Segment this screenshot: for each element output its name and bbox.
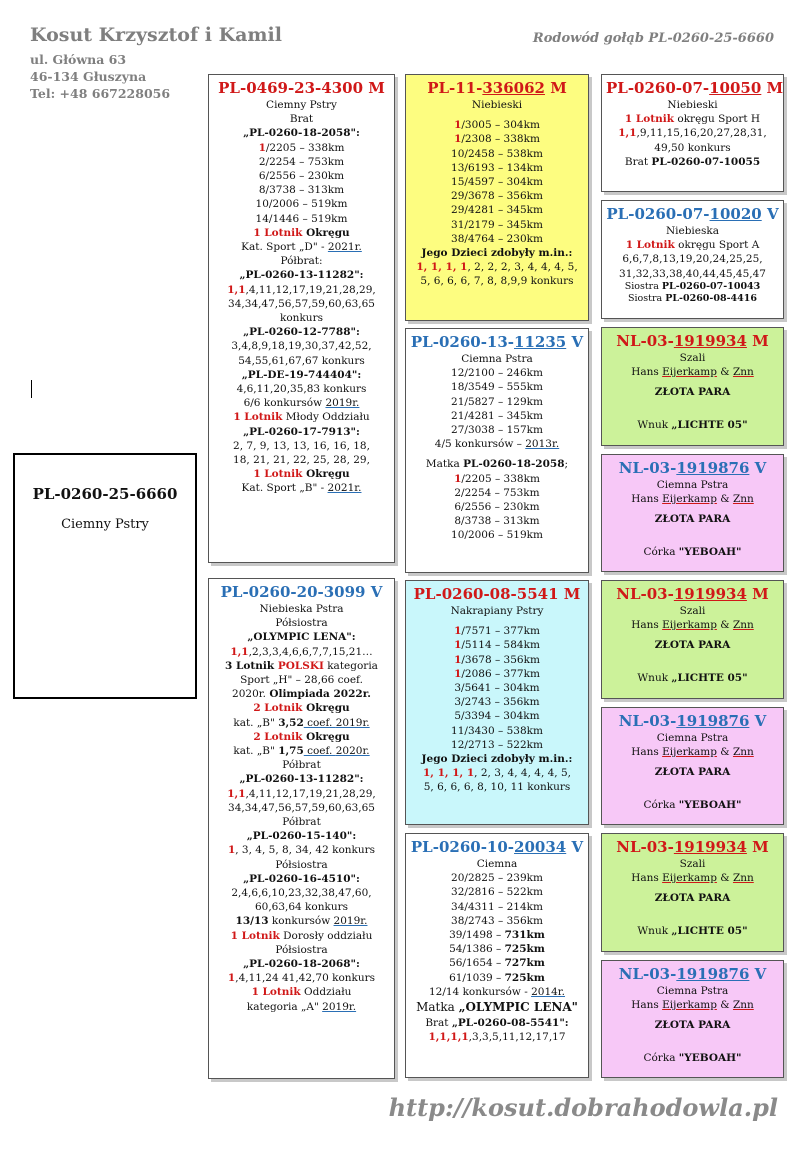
mother-line: „PL-0260-13-11282": <box>239 773 364 786</box>
fm-line: 2/2254 – 753km <box>454 486 540 499</box>
father-line: „PL-0260-12-7788": <box>243 326 360 339</box>
mf-line: 1, 1, 1, 1, 2, 3, 4, 4, 4, 4, 5, <box>423 767 571 780</box>
mother-line: 60,63,64 konkurs <box>254 901 349 914</box>
pair-note: Wnuk „LICHTE 05" <box>637 671 748 684</box>
fff-line: Brat PL-0260-07-10055 <box>624 155 761 168</box>
mother-color: Niebieska Pstra <box>259 603 344 615</box>
pair-color: Szali <box>679 605 706 617</box>
mf-line: 3/2743 – 356km <box>454 696 540 709</box>
fff-box <box>601 74 784 192</box>
pair-note: Córka "YEBOAH" <box>643 798 742 811</box>
paternal-grandmother-box <box>405 328 589 573</box>
ffm-line: Siostra PL-0260-07-10043 <box>624 280 761 292</box>
pair-cock-ring: NL-03-1919934 M <box>616 332 769 350</box>
mm-line: 61/1039 – 725km <box>449 971 545 984</box>
ff-line: 15/4597 – 304km <box>451 176 543 189</box>
fff-line: 49,50 konkurs <box>654 141 731 154</box>
father-line: 1/2205 – 338km <box>258 141 345 154</box>
father-line: 14/1446 – 519km <box>255 212 348 225</box>
mother-line: „PL-0260-15-140": <box>246 830 357 843</box>
mother-line: 1, 3, 4, 5, 8, 34, 42 konkurs <box>227 844 376 857</box>
mf-ring: PL-0260-08-5541 M <box>413 585 581 603</box>
pair-label: ZŁOTA PARA <box>654 892 731 905</box>
maternal-grandmother-box <box>405 833 589 1078</box>
pair-color: Ciemna Pstra <box>656 985 729 997</box>
mm-line: 34/4311 – 214km <box>451 900 543 913</box>
pair-breeder: Hans Eijerkamp & Znn <box>631 999 754 1012</box>
ffm-line: 1 Lotnik okręgu Sport A <box>625 239 760 252</box>
ff-line: 1/2308 – 338km <box>454 133 540 146</box>
father-line: Brat <box>289 113 314 126</box>
father-line: „PL-0260-13-11282": <box>239 269 364 282</box>
mf-line: 1/7571 – 377km <box>454 625 540 638</box>
mother-line: 1,1,2,3,3,4,6,6,7,7,15,21… <box>230 645 373 658</box>
ff-line: 1, 1, 1, 1, 2, 2, 2, 3, 4, 4, 4, 5, <box>416 261 578 274</box>
mother-line: 2020r. Olimpiada 2022r. <box>232 688 371 701</box>
pair-cock-ring: NL-03-1919934 M <box>616 585 769 603</box>
mother-line: 1 Lotnik Dorosły oddziału <box>230 929 373 942</box>
mf-line: 3/5641 – 304km <box>454 682 540 695</box>
mother-line: Półbrat <box>282 759 321 772</box>
mm-color: Ciemna <box>476 858 518 870</box>
pair-label: ZŁOTA PARA <box>654 766 731 779</box>
father-color: Ciemny Pstry <box>266 99 337 111</box>
mother-line: Półsiostra <box>275 858 328 871</box>
ff-line: 38/4764 – 230km <box>451 232 543 245</box>
mf-line: 1/2086 – 377km <box>454 667 540 680</box>
fm-line: 12/2100 – 246km <box>451 367 543 380</box>
mf-color: Nakrapiany Pstry <box>450 605 544 617</box>
ff-color: Niebieski <box>471 99 523 111</box>
pair-hen-ring: NL-03-1919876 V <box>618 965 767 983</box>
fm-color: Ciemna Pstra <box>461 353 533 365</box>
mother-line: kat. „B" 1,75 coef. 2020r. <box>233 745 370 758</box>
mf-line: 1/3678 – 356km <box>454 653 540 666</box>
mf-line: 11/3430 – 538km <box>451 724 543 737</box>
mother-line: „OLYMPIC LENA": <box>247 631 356 644</box>
ff-line: 29/3678 – 356km <box>451 190 543 203</box>
mm-line: 32/2816 – 522km <box>451 886 543 899</box>
father-line: 4,6,11,20,35,83 konkurs <box>236 383 367 396</box>
father-line: Kat. Sport „D" - 2021r. <box>241 241 362 254</box>
golden-pair-hen-box <box>601 454 784 572</box>
fm-line: Matka PL-0260-18-2058; <box>425 458 569 471</box>
father-line: 3,4,8,9,18,19,30,37,42,52, <box>231 340 372 353</box>
mother-line: 2 Lotnik Okręgu <box>253 702 350 715</box>
fm-line: 1/2205 – 338km <box>454 472 540 485</box>
fm-line: 4/5 konkursów – 2013r. <box>434 438 560 451</box>
mm-line: 54/1386 – 725km <box>449 943 545 956</box>
pair-color: Ciemna Pstra <box>656 732 729 744</box>
pair-label: ZŁOTA PARA <box>654 1019 731 1032</box>
pair-cock-ring: NL-03-1919934 M <box>616 838 769 856</box>
ff-line: 29/4281 – 345km <box>451 204 543 217</box>
father-line: 34,34,47,56,57,59,60,63,65 <box>228 297 375 310</box>
fm-line: 27/3038 – 157km <box>451 424 543 437</box>
pair-hen-ring: NL-03-1919876 V <box>618 459 767 477</box>
golden-pair-cock-box <box>601 580 784 699</box>
mf-line: 5, 6, 6, 6, 8, 10, 11 konkurs <box>423 781 571 794</box>
father-line: Półbrat: <box>280 255 323 268</box>
pair-label: ZŁOTA PARA <box>654 513 731 526</box>
mother-ring: PL-0260-20-3099 V <box>220 583 383 601</box>
pair-color: Szali <box>679 352 706 364</box>
ff-ring: PL-11-336062 M <box>427 79 567 97</box>
subject-ring: PL-0260-25-6660 <box>32 485 178 503</box>
mm-line: 56/1654 – 727km <box>449 957 545 970</box>
mm-line: 20/2825 – 239km <box>451 872 543 885</box>
mm-line: Matka „OLYMPIC LENA" <box>416 1000 578 1015</box>
maternal-grandfather-box <box>405 580 589 825</box>
father-line: 6/6 konkursów 2019r. <box>243 397 360 410</box>
mother-line: 13/13 konkursów 2019r. <box>235 915 368 928</box>
mother-line: „PL-0260-16-4510": <box>243 872 360 885</box>
pedigree-title: Rodowód gołąb PL-0260-25-6660 <box>532 31 774 46</box>
mother-line: 1,1,4,11,12,17,19,21,28,29, <box>227 787 376 800</box>
mother-line: kategoria „A" 2019r. <box>246 1000 357 1013</box>
father-line: 8/3738 – 313km <box>258 184 345 197</box>
father-line: Kat. Sport „B" - 2021r. <box>241 482 362 495</box>
fm-line: 21/5827 – 129km <box>451 395 543 408</box>
father-line: 1 Lotnik Okręgu <box>253 468 350 481</box>
father-line: 2, 7, 9, 13, 13, 16, 16, 18, <box>233 439 370 452</box>
pair-color: Szali <box>679 858 706 870</box>
golden-pair-cock-box <box>601 833 784 952</box>
pair-label: ZŁOTA PARA <box>654 639 731 652</box>
mf-line: 12/2713 – 522km <box>451 738 543 751</box>
subject-box <box>13 453 197 699</box>
mother-line: Sport „H" – 28,66 coef. <box>240 674 363 687</box>
pair-breeder: Hans Eijerkamp & Znn <box>631 872 754 885</box>
father-line: 1 Lotnik Okręgu <box>253 226 350 239</box>
website-url[interactable]: http://kosut.dobrahodowla.pl <box>388 1093 778 1122</box>
pair-color: Ciemna Pstra <box>656 479 729 491</box>
father-line: 1 Lotnik Młody Oddziału <box>233 411 370 424</box>
pair-breeder: Hans Eijerkamp & Znn <box>631 493 754 506</box>
ff-line: Jego Dzieci zdobyły m.in.: <box>421 247 573 260</box>
father-line: „PL-0260-17-7913": <box>243 425 360 438</box>
father-box <box>208 74 395 563</box>
father-line: 10/2006 – 519km <box>255 198 348 211</box>
mother-line: 3 Lotnik POLSKI kategoria <box>225 659 378 672</box>
mf-line: 1/5114 – 584km <box>454 639 540 652</box>
pair-breeder: Hans Eijerkamp & Znn <box>631 366 754 379</box>
ffm-line: Siostra PL-0260-08-4416 <box>628 292 757 304</box>
golden-pair-hen-box <box>601 960 784 1078</box>
pair-note: Wnuk „LICHTE 05" <box>637 924 748 937</box>
pair-hen-ring: NL-03-1919876 V <box>618 712 767 730</box>
breeder-address-street: ul. Główna 63 <box>30 52 127 67</box>
ff-line: 5, 6, 6, 6, 7, 8, 8,9,9 konkurs <box>420 275 574 288</box>
mother-line: „PL-0260-18-2068": <box>243 958 360 971</box>
father-line: 2/2254 – 753km <box>258 155 345 168</box>
fm-line: 6/2556 – 230km <box>454 501 540 514</box>
father-line: 6/2556 – 230km <box>258 170 345 183</box>
mother-box <box>208 578 395 1079</box>
fm-line: 18/3549 – 555km <box>451 381 543 394</box>
mother-line: 2 Lotnik Okręgu <box>253 730 350 743</box>
golden-pair-hen-box <box>601 707 784 825</box>
mother-line: Półbrat <box>282 816 321 829</box>
mother-line: 1 Lotnik Oddziału <box>251 986 352 999</box>
mm-line: 38/2743 – 356km <box>451 914 543 927</box>
paternal-grandfather-box <box>405 74 589 321</box>
ffm-color: Niebieska <box>665 225 720 237</box>
fm-ring: PL-0260-13-11235 V <box>410 333 584 351</box>
mother-line: Półsiostra <box>275 617 328 630</box>
father-line: konkurs <box>280 312 323 325</box>
mother-line: 1,4,11,24 41,42,70 konkurs <box>227 972 376 985</box>
subject-color: Ciemny Pstry <box>61 517 149 532</box>
ff-line: 13/6193 – 134km <box>451 161 543 174</box>
breeder-phone: Tel: +48 667228056 <box>30 86 171 101</box>
mm-line: 12/14 konkursów - 2014r. <box>428 985 566 998</box>
pair-label: ZŁOTA PARA <box>654 386 731 399</box>
mf-line: Jego Dzieci zdobyły m.in.: <box>421 753 573 766</box>
fff-line: 1 Lotnik okręgu Sport H <box>624 113 761 126</box>
mother-line: kat. „B" 3,52 coef. 2019r. <box>233 716 370 729</box>
father-ring: PL-0469-23-4300 M <box>218 79 385 97</box>
text-cursor <box>31 380 32 398</box>
breeder-address-city: 46-134 Głuszyna <box>30 69 147 84</box>
mm-ring: PL-0260-10-20034 V <box>410 838 584 856</box>
ff-line: 31/2179 – 345km <box>451 218 543 231</box>
father-line: 1,1,4,11,12,17,19,21,28,29, <box>227 283 376 296</box>
ffm-line: 6,6,7,8,13,19,20,24,25,25, <box>622 253 763 266</box>
ff-line: 1/3005 – 304km <box>454 119 540 132</box>
father-line: „PL-0260-18-2058": <box>243 127 360 140</box>
golden-pair-cock-box <box>601 327 784 446</box>
fff-color: Niebieski <box>667 99 718 111</box>
mf-line: 5/3394 – 304km <box>454 710 540 723</box>
mother-line: 34,34,47,56,57,59,60,63,65 <box>228 801 375 814</box>
pair-note: Wnuk „LICHTE 05" <box>637 418 748 431</box>
fff-ring: PL-0260-07-10050 M <box>606 79 784 97</box>
father-line: 54,55,61,67,67 konkurs <box>238 354 365 367</box>
ff-line: 10/2458 – 538km <box>451 147 543 160</box>
ffm-ring: PL-0260-07-10020 V <box>606 205 779 223</box>
mother-line: Półsiostra <box>275 943 328 956</box>
breeder-name: Kosut Krzysztof i Kamil <box>30 24 282 46</box>
pair-breeder: Hans Eijerkamp & Znn <box>631 619 754 632</box>
fm-line: 8/3738 – 313km <box>454 515 540 528</box>
pair-breeder: Hans Eijerkamp & Znn <box>631 746 754 759</box>
mm-line: Brat „PL-0260-08-5541": <box>425 1017 569 1030</box>
mm-line: 39/1498 – 731km <box>449 929 545 942</box>
ffm-box <box>601 200 784 319</box>
fm-line: 21/4281 – 345km <box>451 409 543 422</box>
father-line: „PL-DE-19-744404": <box>241 368 362 381</box>
ffm-line: 31,32,33,38,40,44,45,45,47 <box>619 267 766 280</box>
father-line: 18, 21, 21, 22, 25, 28, 29, <box>233 454 370 467</box>
mother-line: 2,4,6,6,10,23,32,38,47,60, <box>231 887 372 900</box>
mm-line: 1,1,1,1,3,3,5,11,12,17,17 <box>428 1031 566 1044</box>
fff-line: 1,1,9,11,15,16,20,27,28,31, <box>618 127 767 140</box>
pair-note: Córka "YEBOAH" <box>643 545 742 558</box>
fm-line: 10/2006 – 519km <box>451 529 543 542</box>
pair-note: Córka "YEBOAH" <box>643 1051 742 1064</box>
